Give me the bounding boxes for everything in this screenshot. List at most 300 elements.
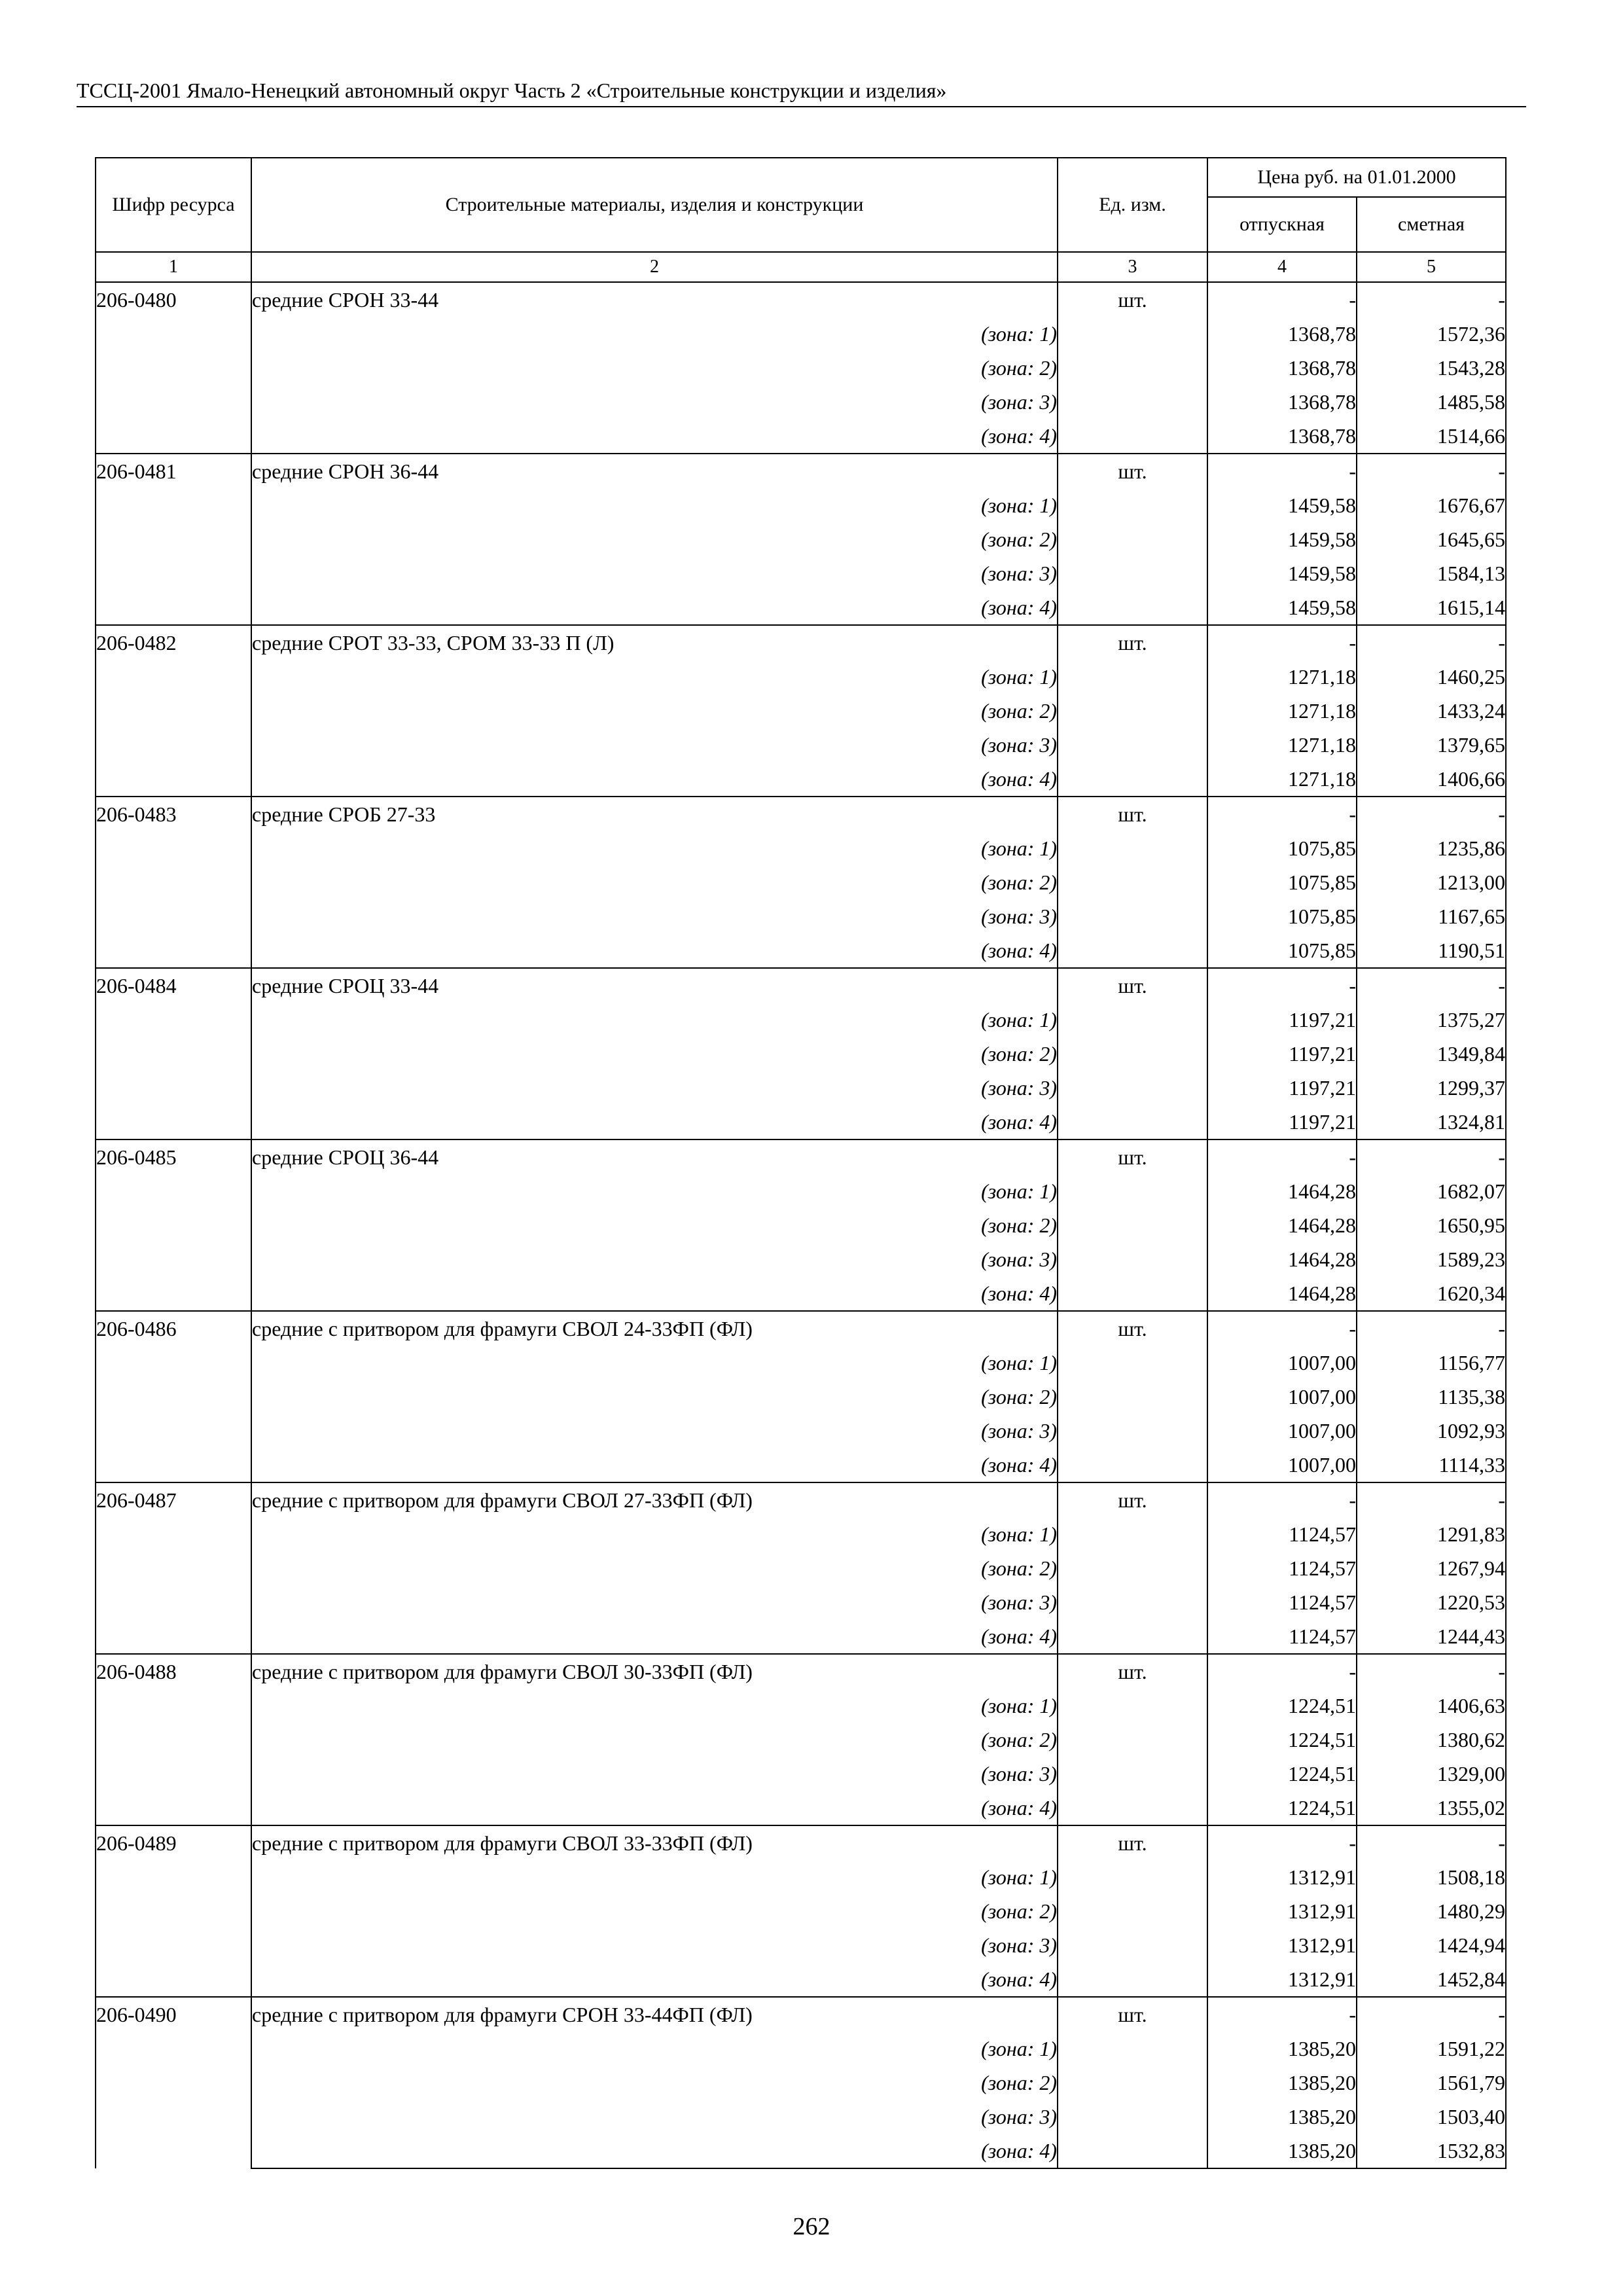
zone-unit-empty [1058,1346,1207,1380]
zone-label: (зона: 3) [251,899,1058,933]
release-price: - [1207,625,1357,660]
zone-row [96,1276,1506,1311]
zone-label: (зона: 4) [251,1962,1058,1997]
zone-unit-empty [1058,1414,1207,1448]
zone-row [96,1242,1506,1276]
zone-label: (зона: 4) [251,762,1058,797]
zone-estimate-price: 1480,29 [1357,1894,1506,1928]
zone-estimate-price: 1329,00 [1357,1757,1506,1791]
zone-label: (зона: 1) [251,1860,1058,1894]
zone-unit-empty [1058,660,1207,694]
zone-row [96,351,1506,385]
zone-row [96,1757,1506,1791]
zone-release-price: 1312,91 [1207,1894,1357,1928]
zone-estimate-price: 1676,67 [1357,488,1506,522]
zone-unit-empty [1058,1894,1207,1928]
release-price: - [1207,1139,1357,1174]
estimate-price: - [1357,797,1506,831]
zone-estimate-price: 1452,84 [1357,1962,1506,1997]
resource-name: средние с притвором для фрамуги СВОЛ 30-33ФП (ФЛ) [251,1654,1058,1689]
resource-name: средние с притвором для фрамуги СРОН 33-44ФП (ФЛ) [251,1997,1058,2032]
zone-estimate-price: 1650,95 [1357,1208,1506,1242]
zone-label: (зона: 1) [251,1517,1058,1551]
zone-release-price: 1459,58 [1207,590,1357,625]
table-row [96,1654,1506,1689]
zone-label: (зона: 3) [251,2100,1058,2134]
resource-code: 206-0483 [96,797,251,968]
resource-unit: шт. [1058,1482,1207,1517]
resource-code: 206-0489 [96,1825,251,1997]
zone-label: (зона: 2) [251,1894,1058,1928]
zone-label: (зона: 1) [251,1003,1058,1037]
table-row [96,797,1506,831]
resource-code: 206-0488 [96,1654,251,1825]
zone-label: (зона: 2) [251,2066,1058,2100]
zone-row [96,2032,1506,2066]
zone-estimate-price: 1244,43 [1357,1619,1506,1654]
release-price: - [1207,454,1357,488]
table-row [96,282,1506,317]
zone-release-price: 1075,85 [1207,933,1357,968]
zone-estimate-price: 1460,25 [1357,660,1506,694]
resource-code: 206-0481 [96,454,251,625]
zone-row [96,1551,1506,1585]
zone-unit-empty [1058,522,1207,556]
zone-label: (зона: 3) [251,1928,1058,1962]
zone-unit-empty [1058,590,1207,625]
header-code: Шифр ресурса [96,158,251,252]
zone-estimate-price: 1572,36 [1357,317,1506,351]
zone-release-price: 1271,18 [1207,694,1357,728]
zone-release-price: 1007,00 [1207,1448,1357,1482]
table-row [96,1311,1506,1346]
zone-estimate-price: 1532,83 [1357,2134,1506,2168]
zone-estimate-price: 1380,62 [1357,1723,1506,1757]
zone-unit-empty [1058,865,1207,899]
zone-row [96,728,1506,762]
zone-release-price: 1464,28 [1207,1276,1357,1311]
release-price: - [1207,797,1357,831]
zone-label: (зона: 1) [251,2032,1058,2066]
zone-row [96,1380,1506,1414]
resource-price-table [95,157,1507,2169]
zone-row [96,899,1506,933]
column-number: 2 [251,252,1058,282]
resource-unit: шт. [1058,1997,1207,2032]
zone-label: (зона: 2) [251,865,1058,899]
zone-unit-empty [1058,1071,1207,1105]
zone-estimate-price: 1543,28 [1357,351,1506,385]
resource-code: 206-0484 [96,968,251,1139]
zone-release-price: 1197,21 [1207,1037,1357,1071]
zone-label: (зона: 1) [251,1346,1058,1380]
zone-estimate-price: 1114,33 [1357,1448,1506,1482]
zone-unit-empty [1058,1380,1207,1414]
zone-row [96,1037,1506,1071]
release-price: - [1207,282,1357,317]
estimate-price: - [1357,1997,1506,2032]
page-header [77,77,1526,107]
table-row [96,968,1506,1003]
zone-row [96,1619,1506,1654]
zone-estimate-price: 1514,66 [1357,419,1506,454]
zone-label: (зона: 3) [251,1585,1058,1619]
zone-estimate-price: 1682,07 [1357,1174,1506,1208]
zone-label: (зона: 4) [251,419,1058,454]
zone-unit-empty [1058,1517,1207,1551]
estimate-price: - [1357,1654,1506,1689]
zone-row [96,1517,1506,1551]
zone-release-price: 1368,78 [1207,317,1357,351]
zone-release-price: 1124,57 [1207,1585,1357,1619]
release-price: - [1207,1997,1357,2032]
zone-estimate-price: 1406,66 [1357,762,1506,797]
zone-unit-empty [1058,728,1207,762]
zone-unit-empty [1058,899,1207,933]
zone-estimate-price: 1355,02 [1357,1791,1506,1825]
zone-release-price: 1385,20 [1207,2134,1357,2168]
zone-unit-empty [1058,2032,1207,2066]
zone-unit-empty [1058,1037,1207,1071]
zone-row [96,1003,1506,1037]
zone-label: (зона: 2) [251,522,1058,556]
estimate-price: - [1357,1482,1506,1517]
zone-row [96,1346,1506,1380]
zone-label: (зона: 3) [251,385,1058,419]
zone-label: (зона: 1) [251,1689,1058,1723]
resource-unit: шт. [1058,625,1207,660]
zone-unit-empty [1058,933,1207,968]
zone-unit-empty [1058,1689,1207,1723]
resource-code: 206-0487 [96,1482,251,1654]
zone-release-price: 1312,91 [1207,1928,1357,1962]
zone-unit-empty [1058,1276,1207,1311]
zone-unit-empty [1058,385,1207,419]
resource-name: средние с притвором для фрамуги СВОЛ 33-33ФП (ФЛ) [251,1825,1058,1860]
zone-row [96,385,1506,419]
zone-unit-empty [1058,488,1207,522]
zone-label: (зона: 1) [251,1174,1058,1208]
release-price: - [1207,968,1357,1003]
table-body [96,282,1506,2168]
resource-name: средние СРОЦ 33-44 [251,968,1058,1003]
document-title: ТССЦ-2001 Ямало-Ненецкий автономный округ Часть 2 «Строительные конструкции и изделия» [77,79,947,102]
header-unit: Ед. изм. [1058,158,1207,252]
zone-release-price: 1124,57 [1207,1619,1357,1654]
zone-row [96,1208,1506,1242]
zone-release-price: 1385,20 [1207,2032,1357,2066]
zone-label: (зона: 3) [251,1757,1058,1791]
zone-unit-empty [1058,1860,1207,1894]
zone-release-price: 1197,21 [1207,1071,1357,1105]
resource-unit: шт. [1058,454,1207,488]
zone-release-price: 1271,18 [1207,660,1357,694]
resource-name: средние СРОН 36-44 [251,454,1058,488]
header-price: Цена руб. на 01.01.2000 [1207,158,1506,197]
zone-label: (зона: 3) [251,728,1058,762]
zone-label: (зона: 4) [251,1276,1058,1311]
zone-row [96,1071,1506,1105]
zone-estimate-price: 1615,14 [1357,590,1506,625]
table-row [96,1482,1506,1517]
zone-release-price: 1312,91 [1207,1962,1357,1997]
resource-unit: шт. [1058,1654,1207,1689]
zone-label: (зона: 2) [251,1551,1058,1585]
table-row [96,625,1506,660]
table-row [96,1997,1506,2032]
zone-label: (зона: 4) [251,1619,1058,1654]
zone-release-price: 1224,51 [1207,1689,1357,1723]
zone-release-price: 1007,00 [1207,1346,1357,1380]
zone-estimate-price: 1589,23 [1357,1242,1506,1276]
zone-row [96,2100,1506,2134]
zone-release-price: 1007,00 [1207,1414,1357,1448]
table-header [96,158,1506,282]
zone-estimate-price: 1433,24 [1357,694,1506,728]
estimate-price: - [1357,282,1506,317]
zone-label: (зона: 4) [251,933,1058,968]
zone-estimate-price: 1156,77 [1357,1346,1506,1380]
zone-row [96,1585,1506,1619]
zone-estimate-price: 1375,27 [1357,1003,1506,1037]
zone-label: (зона: 2) [251,1208,1058,1242]
zone-estimate-price: 1508,18 [1357,1860,1506,1894]
zone-unit-empty [1058,1003,1207,1037]
zone-release-price: 1197,21 [1207,1105,1357,1139]
zone-release-price: 1368,78 [1207,385,1357,419]
zone-release-price: 1385,20 [1207,2100,1357,2134]
zone-label: (зона: 2) [251,1380,1058,1414]
zone-unit-empty [1058,1174,1207,1208]
release-price: - [1207,1825,1357,1860]
zone-label: (зона: 2) [251,351,1058,385]
zone-label: (зона: 2) [251,694,1058,728]
zone-release-price: 1224,51 [1207,1723,1357,1757]
estimate-price: - [1357,1139,1506,1174]
zone-row [96,865,1506,899]
estimate-price: - [1357,454,1506,488]
zone-estimate-price: 1485,58 [1357,385,1506,419]
zone-label: (зона: 4) [251,1448,1058,1482]
column-number: 5 [1357,252,1506,282]
zone-unit-empty [1058,2134,1207,2168]
resource-unit: шт. [1058,1825,1207,1860]
zone-row [96,488,1506,522]
column-number: 4 [1207,252,1357,282]
zone-label: (зона: 3) [251,1242,1058,1276]
zone-release-price: 1224,51 [1207,1757,1357,1791]
zone-estimate-price: 1267,94 [1357,1551,1506,1585]
resource-code: 206-0485 [96,1139,251,1311]
zone-estimate-price: 1584,13 [1357,556,1506,590]
estimate-price: - [1357,968,1506,1003]
zone-row [96,419,1506,454]
estimate-price: - [1357,1311,1506,1346]
zone-row [96,590,1506,625]
resource-unit: шт. [1058,1139,1207,1174]
zone-estimate-price: 1235,86 [1357,831,1506,865]
zone-unit-empty [1058,1448,1207,1482]
zone-release-price: 1271,18 [1207,728,1357,762]
zone-row [96,2134,1506,2168]
zone-row [96,933,1506,968]
page-number: 262 [793,2213,830,2240]
resource-code: 206-0482 [96,625,251,797]
release-price: - [1207,1482,1357,1517]
zone-estimate-price: 1299,37 [1357,1071,1506,1105]
table-row [96,454,1506,488]
zone-row [96,556,1506,590]
zone-row [96,1414,1506,1448]
zone-unit-empty [1058,1585,1207,1619]
resource-name: средние с притвором для фрамуги СВОЛ 27-33ФП (ФЛ) [251,1482,1058,1517]
zone-release-price: 1075,85 [1207,865,1357,899]
zone-unit-empty [1058,762,1207,797]
zone-unit-empty [1058,317,1207,351]
zone-estimate-price: 1620,34 [1357,1276,1506,1311]
zone-release-price: 1459,58 [1207,522,1357,556]
zone-row [96,660,1506,694]
zone-row [96,1928,1506,1962]
zone-unit-empty [1058,1551,1207,1585]
zone-row [96,1105,1506,1139]
resource-unit: шт. [1058,968,1207,1003]
zone-release-price: 1271,18 [1207,762,1357,797]
zone-unit-empty [1058,351,1207,385]
resource-name: средние СРОЦ 36-44 [251,1139,1058,1174]
zone-label: (зона: 4) [251,2134,1058,2168]
zone-label: (зона: 3) [251,556,1058,590]
resource-name: средние СРОБ 27-33 [251,797,1058,831]
zone-label: (зона: 1) [251,831,1058,865]
zone-row [96,2066,1506,2100]
header-estimate-price: сметная [1357,197,1506,252]
zone-unit-empty [1058,831,1207,865]
zone-unit-empty [1058,1208,1207,1242]
zone-unit-empty [1058,1619,1207,1654]
zone-unit-empty [1058,1962,1207,1997]
zone-row [96,694,1506,728]
zone-estimate-price: 1167,65 [1357,899,1506,933]
release-price: - [1207,1654,1357,1689]
zone-estimate-price: 1190,51 [1357,933,1506,968]
zone-row [96,1860,1506,1894]
zone-estimate-price: 1424,94 [1357,1928,1506,1962]
zone-label: (зона: 1) [251,660,1058,694]
zone-unit-empty [1058,2100,1207,2134]
zone-estimate-price: 1561,79 [1357,2066,1506,2100]
zone-unit-empty [1058,1242,1207,1276]
zone-release-price: 1124,57 [1207,1551,1357,1585]
zone-estimate-price: 1135,38 [1357,1380,1506,1414]
zone-row [96,831,1506,865]
zone-release-price: 1197,21 [1207,1003,1357,1037]
resource-name: средние с притвором для фрамуги СВОЛ 24-33ФП (ФЛ) [251,1311,1058,1346]
zone-row [96,1689,1506,1723]
zone-label: (зона: 3) [251,1414,1058,1448]
zone-unit-empty [1058,1723,1207,1757]
zone-release-price: 1368,78 [1207,419,1357,454]
column-number: 1 [96,252,251,282]
zone-row [96,1962,1506,1997]
zone-release-price: 1464,28 [1207,1242,1357,1276]
zone-row [96,1894,1506,1928]
zone-row [96,1791,1506,1825]
zone-label: (зона: 4) [251,1105,1058,1139]
resource-name: средние СРОТ 33-33, СРОМ 33-33 П (Л) [251,625,1058,660]
estimate-price: - [1357,625,1506,660]
resource-name: средние СРОН 33-44 [251,282,1058,317]
zone-release-price: 1459,58 [1207,556,1357,590]
zone-release-price: 1312,91 [1207,1860,1357,1894]
zone-release-price: 1368,78 [1207,351,1357,385]
zone-label: (зона: 2) [251,1723,1058,1757]
zone-unit-empty [1058,1791,1207,1825]
zone-unit-empty [1058,556,1207,590]
table-row [96,1139,1506,1174]
header-release-price: отпускная [1207,197,1357,252]
zone-estimate-price: 1324,81 [1357,1105,1506,1139]
zone-estimate-price: 1220,53 [1357,1585,1506,1619]
resource-code: 206-0490 [96,1997,251,2168]
zone-unit-empty [1058,694,1207,728]
zone-release-price: 1385,20 [1207,2066,1357,2100]
zone-unit-empty [1058,419,1207,454]
zone-label: (зона: 4) [251,590,1058,625]
zone-release-price: 1459,58 [1207,488,1357,522]
zone-estimate-price: 1503,40 [1357,2100,1506,2134]
column-number: 3 [1058,252,1207,282]
zone-release-price: 1224,51 [1207,1791,1357,1825]
zone-release-price: 1007,00 [1207,1380,1357,1414]
resource-unit: шт. [1058,282,1207,317]
zone-release-price: 1464,28 [1207,1174,1357,1208]
zone-row [96,1723,1506,1757]
release-price: - [1207,1311,1357,1346]
zone-row [96,1174,1506,1208]
zone-estimate-price: 1291,83 [1357,1517,1506,1551]
zone-release-price: 1075,85 [1207,831,1357,865]
zone-unit-empty [1058,2066,1207,2100]
zone-label: (зона: 3) [251,1071,1058,1105]
zone-estimate-price: 1645,65 [1357,522,1506,556]
resource-unit: шт. [1058,1311,1207,1346]
zone-row [96,522,1506,556]
zone-label: (зона: 1) [251,488,1058,522]
zone-unit-empty [1058,1928,1207,1962]
zone-label: (зона: 2) [251,1037,1058,1071]
zone-release-price: 1464,28 [1207,1208,1357,1242]
zone-estimate-price: 1092,93 [1357,1414,1506,1448]
zone-estimate-price: 1406,63 [1357,1689,1506,1723]
resource-unit: шт. [1058,797,1207,831]
zone-estimate-price: 1379,65 [1357,728,1506,762]
estimate-price: - [1357,1825,1506,1860]
resource-code: 206-0486 [96,1311,251,1482]
zone-unit-empty [1058,1105,1207,1139]
zone-estimate-price: 1213,00 [1357,865,1506,899]
zone-label: (зона: 1) [251,317,1058,351]
zone-row [96,1448,1506,1482]
zone-label: (зона: 4) [251,1791,1058,1825]
resource-code: 206-0480 [96,282,251,454]
header-name: Строительные материалы, изделия и конструкции [251,158,1058,252]
zone-unit-empty [1058,1757,1207,1791]
zone-estimate-price: 1591,22 [1357,2032,1506,2066]
zone-row [96,762,1506,797]
zone-estimate-price: 1349,84 [1357,1037,1506,1071]
zone-release-price: 1075,85 [1207,899,1357,933]
